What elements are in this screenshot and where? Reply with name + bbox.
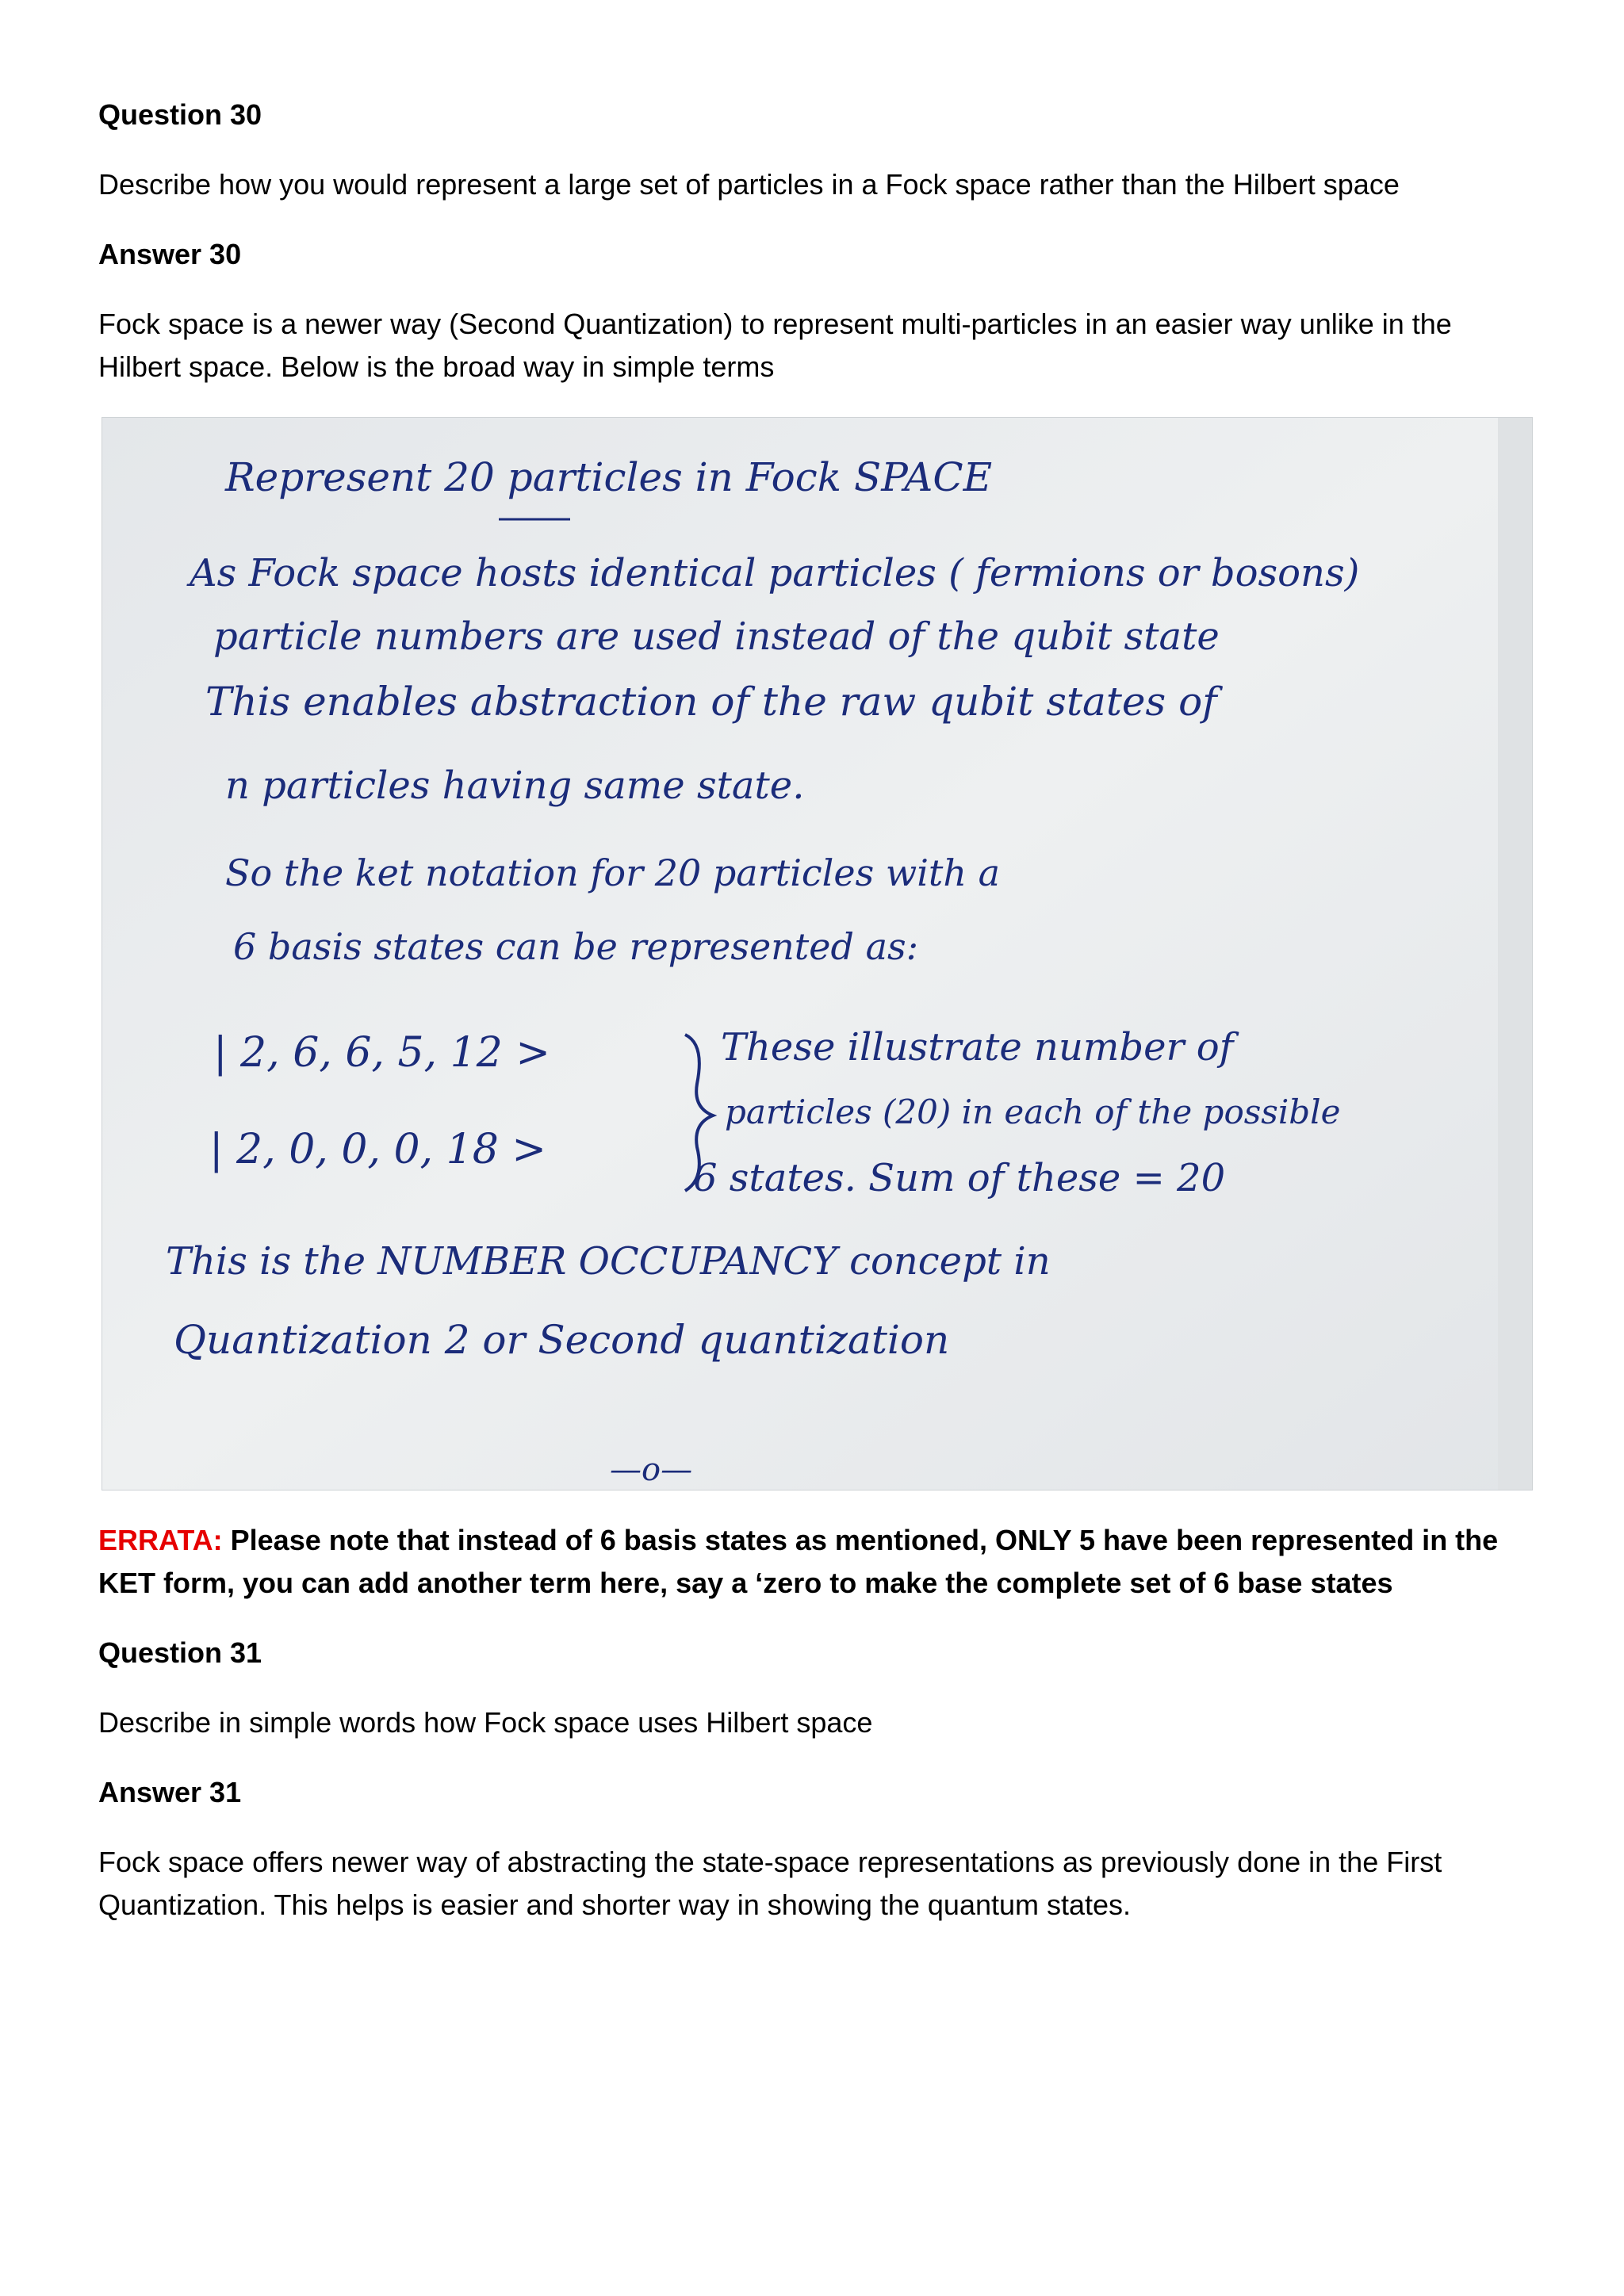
note-line-3: particle numbers are used instead of the qubit state <box>213 614 1220 659</box>
answer-31-text: Fock space offers newer way of abstracting the state-space representations as previously done in the First Quantization. This helps is easier and shorter way in showing the quantum states. <box>98 1846 1442 1921</box>
note-line-11: particles (20) in each of the possible <box>725 1093 1341 1131</box>
handwritten-note-drawing <box>102 418 1532 1490</box>
note-line-5: n particles having same state. <box>225 763 805 808</box>
answer-31-heading: Answer 31 <box>98 1776 242 1808</box>
ket-line-1: | 2, 6, 6, 5, 12 > <box>213 1029 550 1077</box>
question-30-heading: Question 30 <box>98 98 262 131</box>
note-line-6: So the ket notation for 20 particles with a <box>225 851 1001 894</box>
errata-label: ERRATA: <box>98 1524 223 1556</box>
note-line-4: This enables abstraction of the raw qubit states of <box>205 679 1217 725</box>
question-30-text: Describe how you would represent a large set of particles in a Fock space rather than the Hilbert space <box>98 168 1400 201</box>
errata-text: Please note that instead of 6 basis states as mentioned, ONLY 5 have been represented in the KET form, you can add another term here, say a ‘zero to make the complete set of 6 base states <box>98 1524 1499 1599</box>
note-line-1: Represent 20 particles in Fock SPACE <box>225 454 993 500</box>
note-line-12: 6 states. Sum of these = 20 <box>693 1156 1226 1200</box>
note-line-13: This is the NUMBER OCCUPANCY concept in <box>166 1239 1051 1284</box>
note-line-7: 6 basis states can be represented as: <box>233 925 919 968</box>
ket-line-2: | 2, 0, 0, 0, 18 > <box>209 1126 546 1173</box>
note-line-10: These illustrate number of <box>721 1025 1234 1070</box>
answer-30-text: Fock space is a newer way (Second Quantization) to represent multi-particles in an easier way unlike in the Hilbert space. Below is the broad way in simple terms <box>98 308 1452 383</box>
question-31-heading: Question 31 <box>98 1636 262 1669</box>
answer-30-heading: Answer 30 <box>98 238 242 270</box>
note-end-mark: —o— <box>610 1452 693 1488</box>
note-line-2: As Fock space hosts identical particles ( fermions or bosons) <box>190 551 1360 595</box>
errata-note <box>98 1519 1526 1605</box>
handwritten-note-photo <box>102 417 1533 1490</box>
note-line-14: Quantization 2 or Second quantization <box>174 1317 950 1363</box>
question-31-text: Describe in simple words how Fock space uses Hilbert space <box>98 1706 873 1739</box>
